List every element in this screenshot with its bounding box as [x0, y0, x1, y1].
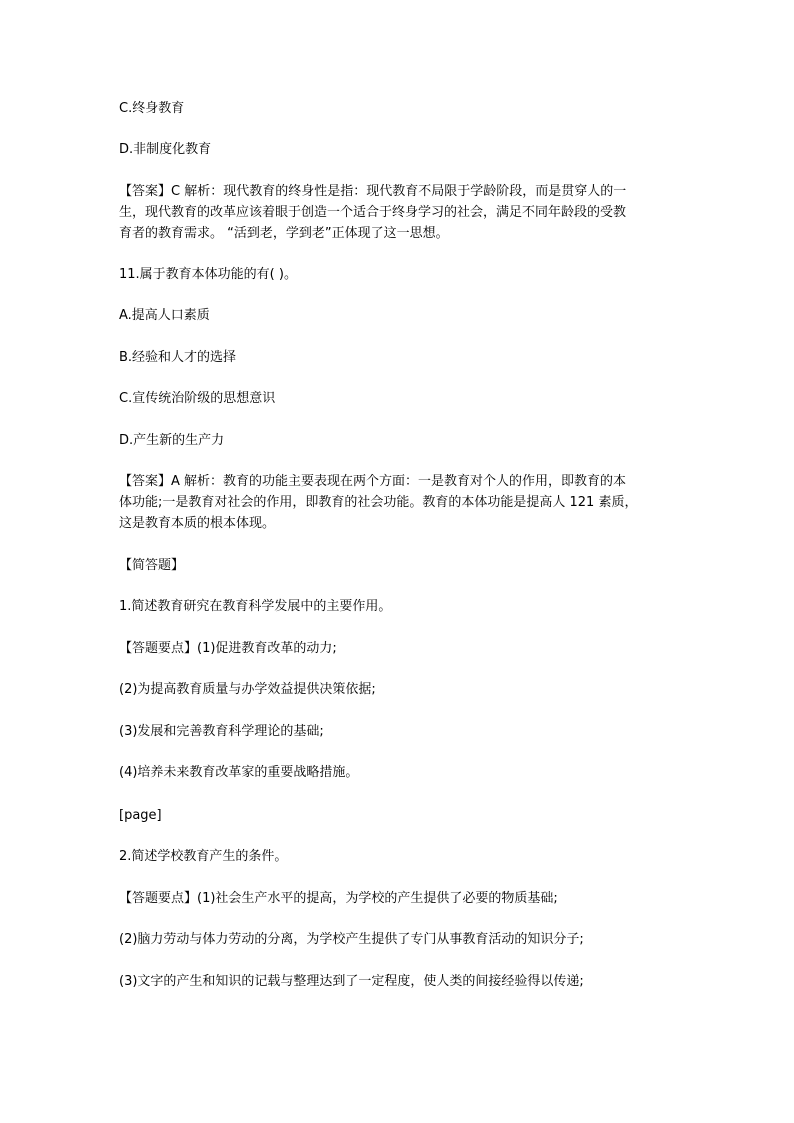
short-answer-question-1: 1.简述教育研究在教育科学发展中的主要作用。	[119, 599, 392, 614]
answer-explanation-q11: 【答案】A 解析：教育的功能主要表现在两个方面：一是教育对个人的作用，即教育的本 体功能;一是教育对社会的作用，即教育的社会功能。教育的本体功能是提高人 121 素质， 这是教育本质的根本体现。	[119, 474, 638, 531]
short-answer-heading: 【简答题】	[119, 558, 185, 573]
option-c-lifelong-education: C.终身教育	[119, 101, 185, 116]
question-11: 11.属于教育本体功能的有( )。	[119, 267, 297, 282]
answer-point-4: (4)培养未来教育改革家的重要战略措施。	[119, 765, 359, 780]
option-c: C.宣传统治阶级的思想意识	[119, 391, 276, 406]
option-a: A.提高人口素质	[119, 308, 210, 323]
answer-explanation-q10: 【答案】C 解析：现代教育的终身性是指：现代教育不局限于学龄阶段，而是贯穿人的一 生，现代教育的改革应该着眼于创造一个适合于终身学习的社会，满足不同年龄段的受教 育者的教育需求。 “活到老，学到老”正体现了这一思想。	[119, 184, 627, 241]
option-d: D.产生新的生产力	[119, 433, 225, 448]
answer-point-2-2: (2)脑力劳动与体力劳动的分离，为学校产生提供了专门从事教育活动的知识分子;	[119, 932, 584, 947]
answer-point-2: (2)为提高教育质量与办学效益提供决策依据;	[119, 682, 376, 697]
option-d-non-institutional-education: D.非制度化教育	[119, 142, 212, 157]
answer-point-3: (3)发展和完善教育科学理论的基础;	[119, 724, 324, 739]
short-answer-question-2: 2.简述学校教育产生的条件。	[119, 849, 288, 864]
page-marker: [page]	[119, 808, 162, 823]
answer-point-2-3: (3)文字的产生和知识的记载与整理达到了一定程度，使人类的间接经验得以传递;	[119, 974, 584, 989]
answer-point-2-1: 【答题要点】(1)社会生产水平的提高，为学校的产生提供了必要的物质基础;	[119, 891, 558, 906]
option-b: B.经验和人才的选择	[119, 350, 237, 365]
answer-point-1: 【答题要点】(1)促进教育改革的动力;	[119, 641, 337, 656]
